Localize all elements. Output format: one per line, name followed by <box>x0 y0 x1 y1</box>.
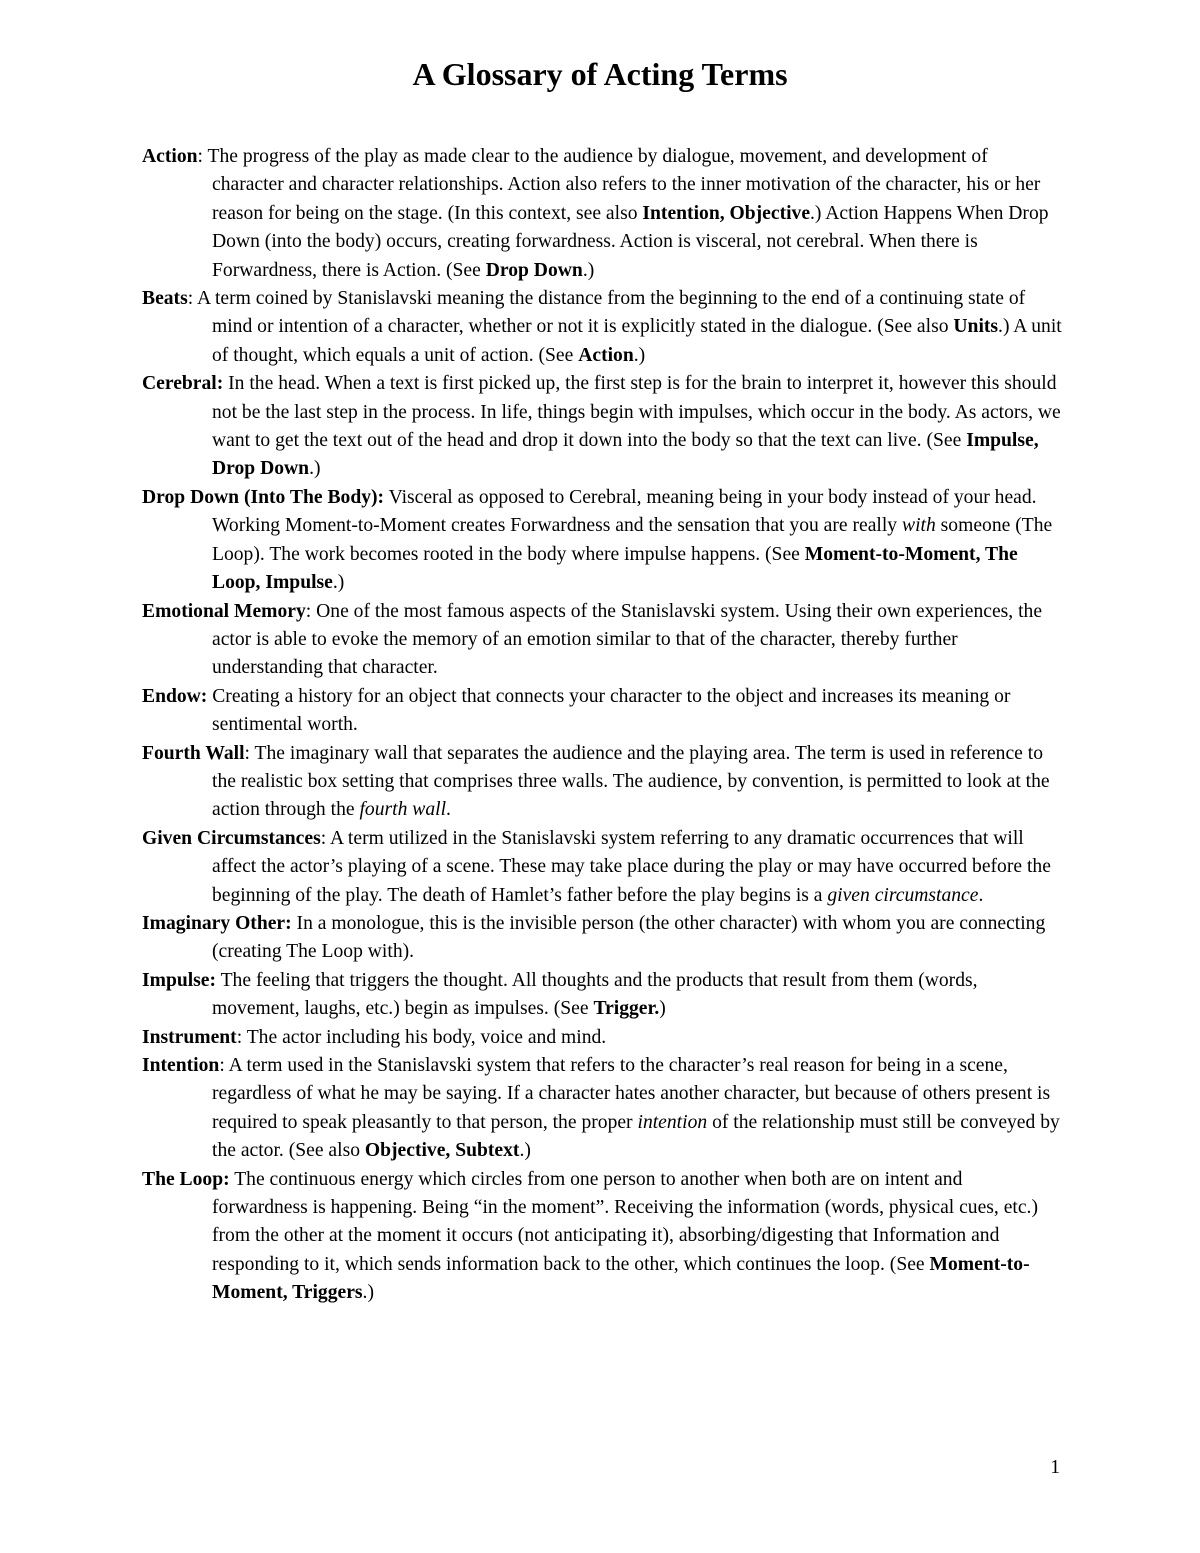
definition-text: .) <box>633 344 646 366</box>
emphasis-text: fourth wall <box>359 799 447 821</box>
term-imaginary-other: Imaginary Other: <box>142 912 292 934</box>
cross-reference: Units <box>953 316 999 338</box>
definition-text: : A term coined by Stanislavski meaning the distance from the beginning to the end of a continuing state of mind or intention of a character, whether or not it is explicitly stated in the dialogue. (See also <box>187 288 1026 338</box>
definition-text: . <box>978 884 984 906</box>
definition-text: : The imaginary wall that separates the audience and the playing area. The term is used in reference to the realistic box setting that comprises three walls. The audience, by convention, is permitted to look at the action through the <box>212 742 1050 821</box>
cross-reference: Objective, Subtext <box>364 1140 520 1162</box>
emphasis-text: intention <box>637 1111 708 1133</box>
definition-text: someone (The Loop). The work becomes rooted in the body where impulse happens. (See <box>212 515 1053 565</box>
cross-reference: Action <box>578 344 634 366</box>
term-beats: Beats <box>142 288 188 310</box>
definition-text: .) <box>519 1140 531 1162</box>
definition-text: : The progress of the play as made clear to the audience by dialogue, movement, and development of character and character relationships. Action also refers to the inner motivation of the character, his or her reason for being on the stage. (In this context, see also <box>197 146 1041 224</box>
cross-reference: Impulse, Drop Down <box>212 430 1039 480</box>
glossary-list <box>142 143 1062 1308</box>
definition-text: .) Action Happens When Drop Down (into the body) occurs, creating forwardness. Action is visceral, not cerebral. When there is Forwardness, there is Action. (See <box>212 202 1049 281</box>
term-instrument: Instrument <box>142 1026 237 1048</box>
definition-text: : One of the most famous aspects of the Stanislavski system. Using their own experiences, the actor is able to evoke the memory of an emotion similar to that of the character, thereby further understanding that character. <box>212 600 1043 679</box>
glossary-entry-drop-down <box>142 484 1062 598</box>
definition-text: The continuous energy which circles from one person to another when both are on intent and forwardness is happening. Being “in the moment”. Receiving the information (words, physical cues, etc.) from the other at the moment it occurs (not anticipating it), absorbing/digesting that Information and responding to it, which sends information back to the other, which continues the loop. (See <box>212 1168 1038 1275</box>
glossary-entry-given-circumstances <box>142 825 1062 910</box>
glossary-entry-the-loop <box>142 1166 1062 1308</box>
term-emotional-memory: Emotional Memory <box>142 600 306 622</box>
definition-text: Visceral as opposed to Cerebral, meaning being in your body instead of your head. Working Moment-to-Moment creates Forwardness and the sensation that you are really <box>212 486 1037 537</box>
emphasis-text: given circumstance <box>827 884 979 906</box>
glossary-entry-fourth-wall <box>142 740 1062 825</box>
term-impulse: Impulse: <box>142 969 217 991</box>
cross-reference: Moment-to-Moment, The Loop, Impulse <box>212 543 1018 594</box>
glossary-entry-intention <box>142 1052 1062 1166</box>
glossary-entry-instrument <box>142 1024 1062 1052</box>
definition-text: In the head. When a text is first picked up, the first step is for the brain to interpret it, however this should not be the last step in the process. In life, things begin with impulses, which occur in the body. As actors, we want to get the text out of the head and drop it down into the body so that the text can live. (See <box>212 373 1061 452</box>
term-given-circumstances: Given Circumstances <box>142 827 321 849</box>
glossary-entry-endow <box>142 683 1062 740</box>
term-intention: Intention <box>142 1055 220 1076</box>
definition-text: : A term used in the Stanislavski system that refers to the character’s real reason for being in a scene, regardless of what he may be saying. If a character hates another character, but because of others present is required to speak pleasantly to that person, the proper <box>212 1055 1051 1133</box>
term-endow: Endow: <box>142 685 208 707</box>
definition-text: ) <box>659 998 666 1020</box>
definition-text: .) <box>332 572 345 594</box>
glossary-entry-impulse <box>142 967 1062 1024</box>
glossary-entry-imaginary-other <box>142 910 1062 967</box>
page-number: 1 <box>1050 1457 1060 1478</box>
definition-text: : The actor including his body, voice and mind. <box>236 1026 607 1048</box>
definition-text: . <box>446 799 451 821</box>
definition-text: .) <box>582 259 595 281</box>
definition-text: : A term utilized in the Stanislavski system referring to any dramatic occurrences that will affect the actor’s playing of a scene. These may take place during the play or may have occurred before the beginning of the play. The death of Hamlet’s father before the play begins is a <box>212 827 1051 906</box>
cross-reference: Drop Down <box>485 259 583 281</box>
term-cerebral: Cerebral: <box>142 373 224 395</box>
cross-reference: Moment-to-Moment, Triggers <box>212 1253 1030 1304</box>
document-title: A Glossary of Acting Terms <box>412 56 788 92</box>
definition-text: .) <box>309 458 321 480</box>
glossary-entry-beats <box>142 285 1062 370</box>
glossary-entry-cerebral <box>142 370 1062 484</box>
definition-text: In a monologue, this is the invisible person (the other character) with whom you are connecting (creating The Loop with). <box>212 912 1046 963</box>
term-the-loop: The Loop: <box>142 1168 230 1190</box>
definition-text: .) <box>362 1282 374 1304</box>
definition-text: of the relationship must still be conveyed by the actor. (See also <box>212 1111 1060 1162</box>
term-drop-down: Drop Down (Into The Body): <box>142 486 385 508</box>
emphasis-text: with <box>902 515 936 537</box>
definition-text: .) A unit of thought, which equals a unit of action. (See <box>212 316 1062 366</box>
glossary-entry-action <box>142 143 1062 285</box>
cross-reference: Trigger. <box>593 998 660 1020</box>
glossary-entry-emotional-memory <box>142 598 1062 683</box>
definition-text: The feeling that triggers the thought. All thoughts and the products that result from them (words, movement, laughs, etc.) begin as impulses. (See <box>212 969 978 1020</box>
term-action: Action <box>142 146 198 167</box>
cross-reference: Intention, Objective <box>642 202 811 224</box>
definition-text: Creating a history for an object that connects your character to the object and increases its meaning or sentimental worth. <box>207 685 1011 736</box>
term-fourth-wall: Fourth Wall <box>142 742 245 764</box>
